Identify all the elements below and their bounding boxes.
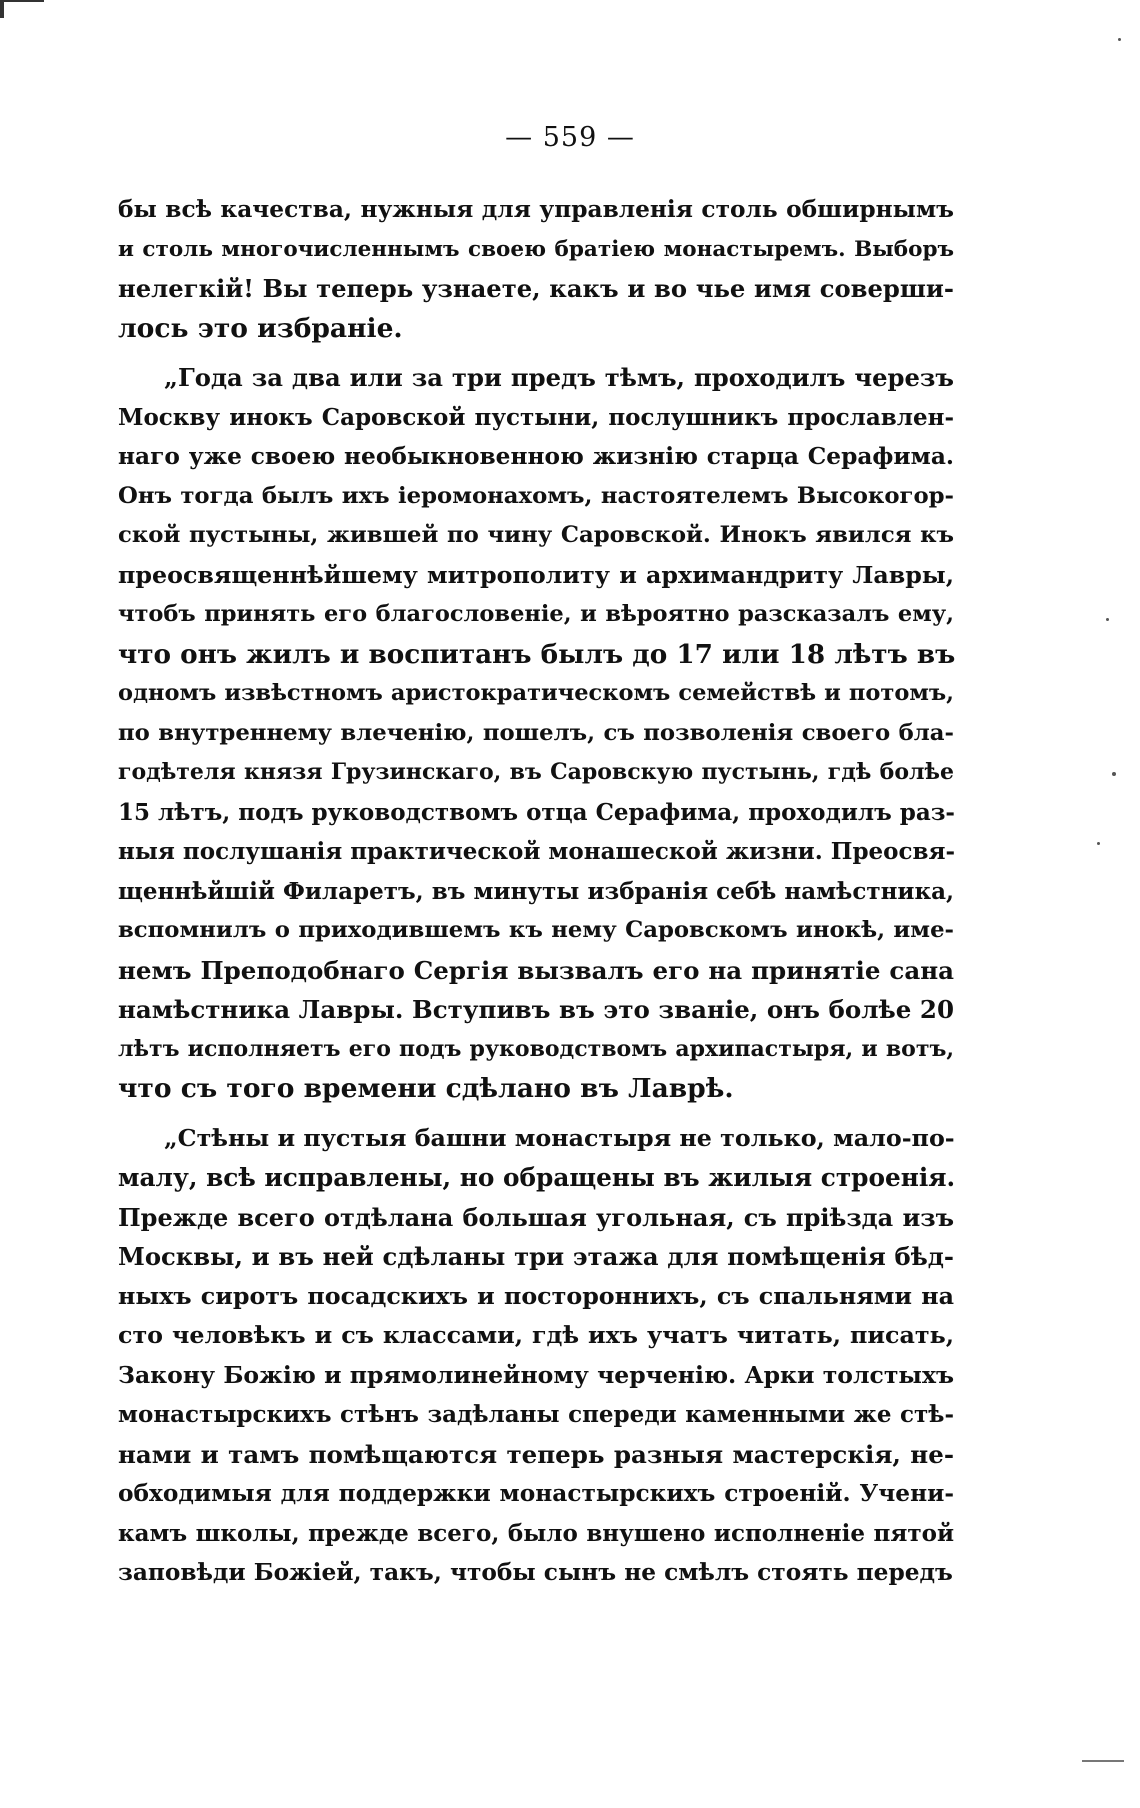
paragraph-gap [118, 348, 954, 358]
text-line: преосвященнѣйшему митрополиту и архимандриту Лавры, [118, 560, 954, 589]
text-line: по внутреннему влеченію, пошелъ, съ позволенія своего бла- [118, 719, 954, 746]
text-line: монастырскихъ стѣнъ задѣланы спереди каменными же стѣ- [118, 1401, 954, 1428]
text-line: Закону Божію и прямолинейному черченію. Арки толстыхъ [118, 1360, 954, 1389]
text-line: сто человѣкъ и съ классами, гдѣ ихъ учатъ читать, писать, [118, 1321, 954, 1349]
text-line: Прежде всего отдѣлана большая угольная, съ пріѣзда изъ [118, 1202, 954, 1232]
text-line: ныя послушанія практической монашеской жизни. Преосвя- [118, 838, 956, 865]
scan-corner-tick [0, 0, 4, 18]
text-line: и столь многочисленнымъ своею братіею монастыремъ. Выборъ [118, 236, 954, 262]
text-line: нелегкій! Вы теперь узнаете, какъ и во чье имя соверши- [118, 274, 954, 303]
paragraph [118, 190, 954, 348]
text-line: одномъ извѣстномъ аристократическомъ семействѣ и потомъ, [118, 680, 954, 706]
text-line: ныхъ сиротъ посадскихъ и постороннихъ, съ спальнями на [118, 1281, 954, 1310]
text-line: камъ школы, прежде всего, было внушено исполненіе пятой [118, 1519, 954, 1547]
scan-speck [1112, 772, 1116, 776]
text-line: годѣтеля князя Грузинскаго, въ Саровскую пустынь, гдѣ болѣе [118, 759, 954, 785]
text-line: нами и тамъ помѣщаются теперь разныя мастерскія, не- [118, 1439, 954, 1469]
text-line: намѣстника Лавры. Вступивъ въ это званіе, онъ болѣе 20 [118, 995, 954, 1024]
text-line: лѣтъ исполняетъ его подъ руководствомъ архипастыря, и вотъ, [118, 1035, 954, 1062]
text-line: чтобъ принять его благословеніе, и вѣроятно разсказалъ ему, [118, 601, 954, 627]
text-line: Онъ тогда былъ ихъ іеромонахомъ, настоятелемъ Высокогор- [118, 482, 954, 509]
text-line: обходимыя для поддержки монастырскихъ строеній. Учени- [118, 1480, 954, 1507]
text-line: малу, всѣ исправлены, но обращены въ жилыя строенія. [118, 1163, 956, 1192]
scan-speck [1097, 842, 1100, 845]
text-line: „Стѣны и пустыя башни монастыря не только, мало-по- [164, 1123, 955, 1152]
text-line: бы всѣ качества, нужныя для управленія столь обширнымъ [118, 196, 954, 223]
paragraph [118, 358, 954, 1109]
text-line: Москвы, и въ ней сдѣланы три этажа для помѣщенія бѣд- [118, 1242, 954, 1271]
scan-speck [1118, 38, 1121, 41]
paragraph-gap [118, 1109, 954, 1119]
body-text [118, 190, 954, 1593]
scan-speck [1106, 618, 1109, 621]
text-line: заповѣди Божіей, такъ, чтобы сынъ не смѣлъ стоять передъ [118, 1559, 953, 1586]
text-line: лось это избраніе. [118, 312, 403, 344]
text-line: вспомнилъ о приходившемъ къ нему Саровскомъ инокѣ, име- [118, 917, 954, 943]
text-line: Москву инокъ Саровской пустыни, послушникъ прославлен- [118, 403, 954, 431]
paragraph [118, 1119, 954, 1593]
text-line: 15 лѣтъ, подъ руководствомъ отца Серафима, проходилъ раз- [118, 798, 955, 826]
text-line: что съ того времени сдѣлано въ Лаврѣ. [118, 1073, 734, 1104]
text-line: ской пустыны, жившей по чину Саровской. Инокъ явился къ [118, 522, 954, 548]
scan-corner-mark [0, 0, 44, 7]
page-number: — 559 — [505, 122, 635, 153]
scan-bottom-mark [1082, 1760, 1124, 1762]
text-line: щеннѣйшій Филаретъ, въ минуты избранія себѣ намѣстника, [118, 877, 954, 905]
text-line: „Года за два или за три предъ тѣмъ, проходилъ черезъ [164, 363, 954, 392]
text-line: немъ Преподобнаго Сергія вызвалъ его на принятіе сана [118, 955, 954, 985]
text-line: что онъ жилъ и воспитанъ былъ до 17 или 18 лѣтъ въ [118, 638, 956, 670]
text-line: наго уже своею необыкновенною жизнію старца Серафима. [118, 443, 954, 470]
